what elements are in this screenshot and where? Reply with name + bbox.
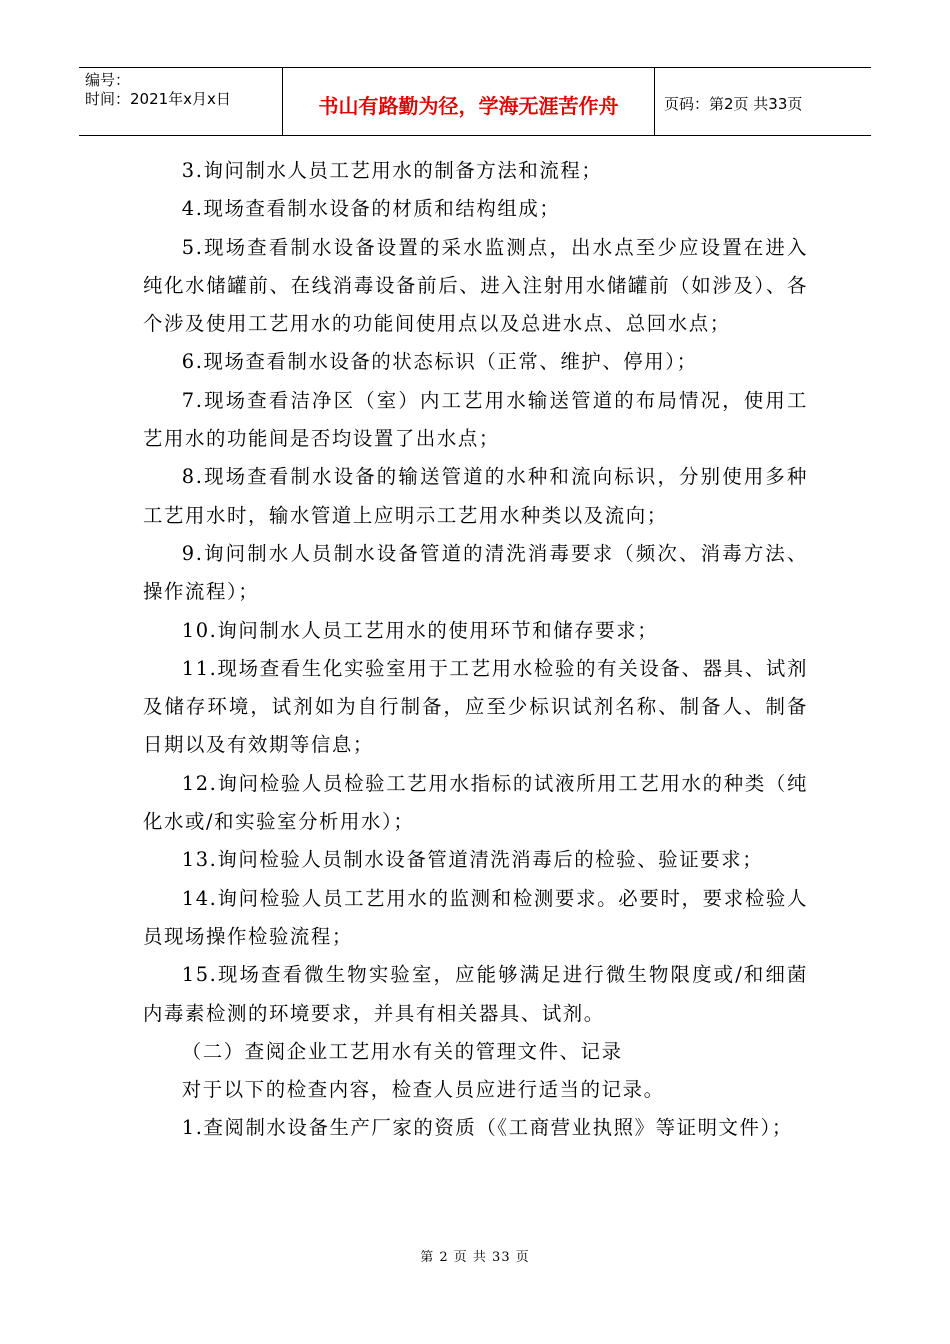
paragraph: 11.现场查看生化实验室用于工艺用水检验的有关设备、器具、试剂及储存环境，试剂如为自行制备，应至少标识试剂名称、制备人、制备日期以及有效期等信息；	[143, 656, 808, 757]
page-footer: 第 2 页 共 33 页	[420, 1250, 530, 1265]
paragraph: 1.查阅制水设备生产厂家的资质（《工商营业执照》等证明文件）；	[181, 1116, 793, 1140]
paragraph: 9.询问制水人员制水设备管道的清洗消毒要求（频次、消毒方法、操作流程）；	[143, 541, 808, 604]
header-meta	[79, 68, 282, 135]
paragraph: 10.询问制水人员工艺用水的使用环节和储存要求；	[181, 618, 659, 642]
header-page-number: 页码：第2页 共33页	[664, 95, 803, 113]
paragraph: 6.现场查看制水设备的状态标识（正常、维护、停用）；	[181, 350, 698, 374]
document-number-label: 编号：	[85, 71, 131, 89]
page-header	[79, 67, 871, 136]
paragraph: 5.现场查看制水设备设置的采水监测点，出水点至少应设置在进入纯化水储罐前、在线消毒设备前后、进入注射用水储罐前（如涉及）、各个涉及使用工艺用水的功能间使用点以及总进水点、总回水点；	[143, 235, 808, 336]
paragraph: 12.询问检验人员检验工艺用水指标的试液所用工艺用水的种类（纯化水或/和实验室分析用水）；	[143, 771, 808, 834]
paragraph: 7.现场查看洁净区（室）内工艺用水输送管道的布局情况，使用工艺用水的功能间是否均设置了出水点；	[143, 388, 808, 451]
document-body	[143, 152, 808, 1148]
paragraph: 13.询问检验人员制水设备管道清洗消毒后的检验、验证要求；	[181, 848, 764, 872]
paragraph: 15.现场查看微生物实验室，应能够满足进行微生物限度或/和细菌内毒素检测的环境要求，并具有相关器具、试剂。	[143, 963, 808, 1025]
paragraph: 3.询问制水人员工艺用水的制备方法和流程；	[181, 159, 603, 182]
paragraph: 14.询问检验人员工艺用水的监测和检测要求。必要时，要求检验人员现场操作检验流程；	[143, 886, 808, 948]
section-heading: （二）查阅企业工艺用水有关的管理文件、记录	[181, 1039, 623, 1063]
paragraph: 4.现场查看制水设备的材质和结构组成；	[181, 197, 561, 221]
header-motto: 书山有路勤为径，学海无涯苦作舟	[282, 68, 655, 135]
paragraph: 对于以下的检查内容，检查人员应进行适当的记录。	[181, 1078, 665, 1102]
paragraph: 8.现场查看制水设备的输送管道的水种和流向标识，分别使用多种工艺用水时，输水管道上应明示工艺用水种类以及流向；	[143, 465, 808, 527]
document-date-label: 时间：2021年x月x日	[85, 90, 231, 108]
